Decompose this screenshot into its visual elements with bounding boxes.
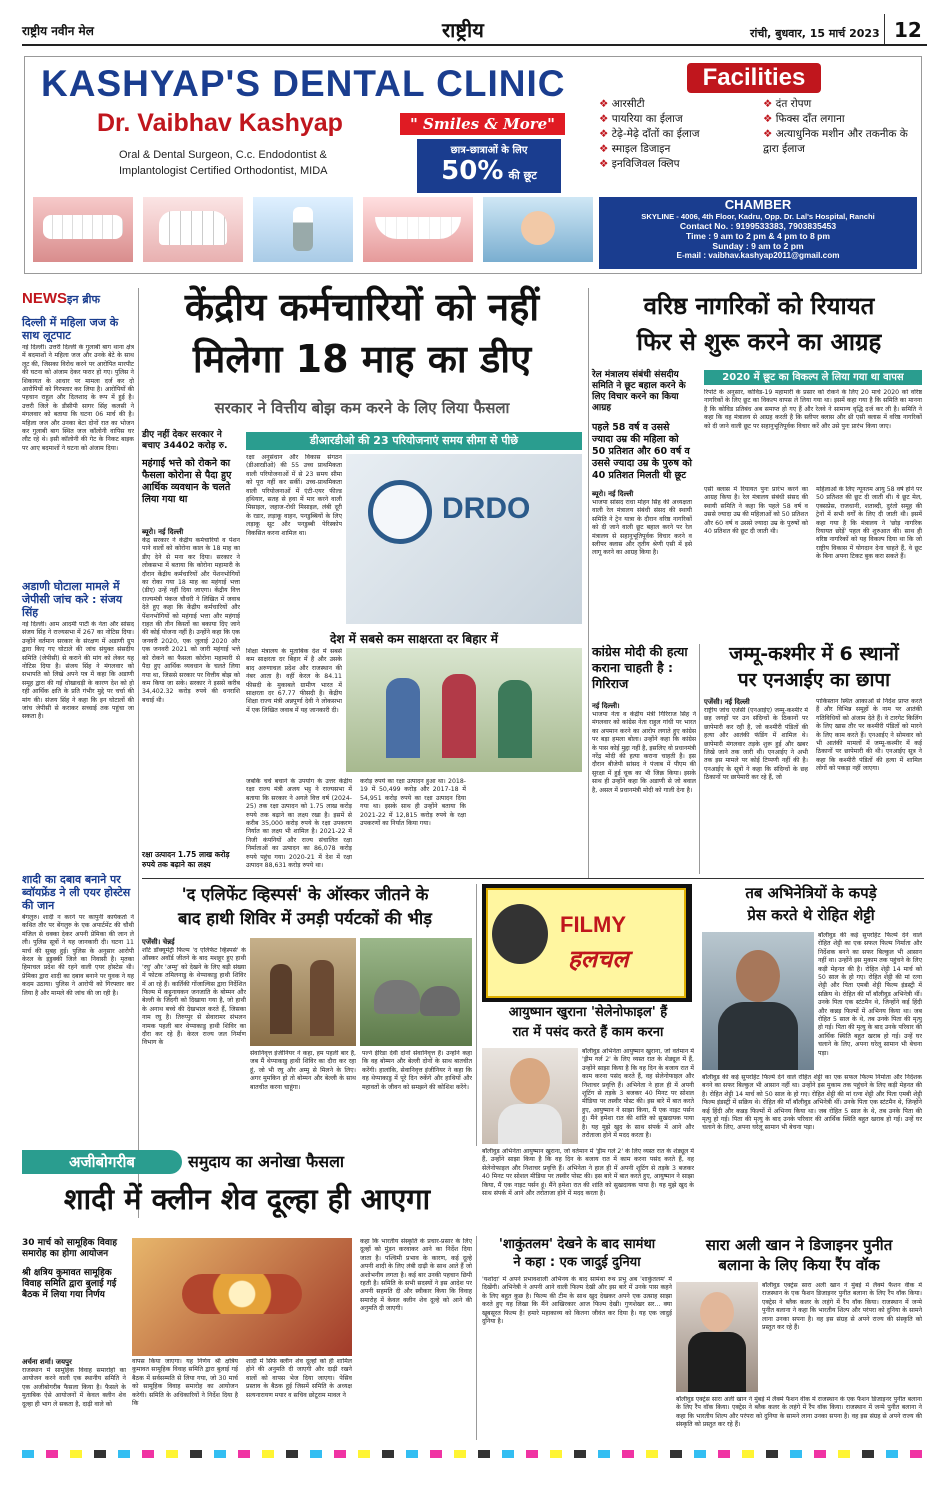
ajib-tag-row (22, 1150, 472, 1174)
ajib-highlight-2: श्री क्षत्रिय कुमावत सामूहिक विवाह समिति द्वारा बुलाई गई बैठक में लिया गया निर्णय (22, 1268, 117, 1300)
elephant-headline-2: बाद हाथी शिविर में उमड़ी पर्यटकों की भीड़ (178, 909, 432, 928)
ajib-highlight-1: 30 मार्च को सामूहिक विवाह समारोह का होगा आयोजन (22, 1238, 117, 1259)
dateline: रांची, बुधवार, 15 मार्च 2023 (750, 27, 880, 40)
congress-headline: कांग्रेस मोदी की हत्या कराना चाहती है : गिरिराज (592, 644, 688, 691)
smile-photo (363, 197, 473, 262)
offer-box (417, 139, 561, 193)
senior-highlight-2: पहले 58 वर्ष व उससे ज्यादा उम्र की महिला को 50 प्रतिशत और 60 वर्ष व उससे ज्यादा उम्र के पुरुष को 40 प्रतिशत मिलती थी छूट (592, 422, 693, 481)
filmy-logo (482, 884, 692, 1002)
implant-photo (253, 197, 353, 262)
teeth-photo-1 (33, 197, 133, 262)
facility-item: ❖ दंत रोपण (763, 98, 812, 110)
ajib-side (22, 1238, 126, 1301)
senior-side (592, 370, 692, 591)
senior-bar: 2020 में छूट का विकल्प ले लिया गया था वापस (704, 370, 922, 385)
elephant-dateline: एजेंसी। चेन्नई (142, 938, 175, 946)
column-divider (476, 884, 477, 1146)
chamber-box (599, 197, 917, 269)
rohit-headline-1: तब अभिनेत्रियों के कपड़े (745, 884, 877, 902)
film-camera-icon (492, 904, 548, 964)
senior-text-2: रिपोर्ट के अनुसार, कोविड-19 महामारी के प्रसार को रोकने के लिए 20 मार्च 2020 को वरिष्ठ नागरिकों के लिए छूट का विकल्प वापस ले लिया गया था। इसमें कहा गया है कि समिति का मानना है कि कोविड प्रतिबंध अब समाप्त हो गए हैं और रेलवे ने सामान्य वृद्धि दर्ज कर ली है। समिति ने कहा कि वह मंत्रालय से आग्रह करती है कि स्लीपर क्लास और थ्री एसी क्लास में वरिष्ठ नागरिकों को दी जाने वाली छूट पर सहानुभूतिपूर्वक विचार करें और उसे पुनः प्रारंभ किया जाए। (704, 389, 922, 430)
drdo-text: रक्षा अनुसंधान और विकास संगठन (डीआरडीओ) की 55 उच्च प्राथमिकता वाली परियोजनाओं में से 23 समय सीमा को पूरा नहीं कर सकीं। उच्च-प्राथमिकता वाली परियोजनाओं में एंटी-एयर फील्ड हथियार, सतह से हवा में मार करने वाली मिसाइल, जहाज-रोधी मिसाइल, लंबी दूरी के रडार, लड़ाकू वाहन, पनडुब्बियों के लिए लड़ाकू सूट और पनडुब्बी पेरिस्कोप विकसित करना शामिल था। (246, 454, 342, 537)
elephant-col-1 (142, 938, 246, 1143)
slogan: " Smiles & More" (400, 113, 565, 135)
lead-text: केंद्र सरकार ने केंद्रीय कर्मचारियों व पेंशन पाने वालों को कोरोना काल के 18 माह का डीए देने से मना कर दिया। सरकार ने लोकसभा में बताया कि कोरोना महामारी के दौरान केंद्रीय कर्मचारियों और पेंशनभोगियों का रोका गया 18 माह का महंगाई भत्ता (डीए) उन्हें नहीं दिया जाएगा। केंद्रीय वित्त राज्यमंत्री पंकज चौधरी ने लिखित में जवाब देते हुए कहा कि केंद्रीय कर्मचारियों और पेंशनभोगियों को महंगाई भत्ता और महंगाई राहत की तीन किस्तों का बकाया दिए जाने की कोई योजना नहीं है। उन्होंने कहा कि एक जनवरी 2020, एक जुलाई 2020 और एक जनवरी 2021 को जारी महंगाई भत्ते को रोकने का फैसला कोरोना महामारी से पैदा हुए आर्थिक व्यवधान के चलते लिया गया था, जिससे सरकार पर वित्तीय बोझ को कम किया जा सके। सरकार ने इससे करीब 34,402.32 करोड़ रुपये की धनराशि बचाई थी। (142, 537, 240, 704)
facilities-left (599, 97, 759, 172)
ayushmann-text-top: बॉलीवुड अभिनेता आयुष्मान खुराना, जो वर्तमान में 'ड्रीम गर्ल 2' के लिए व्यस्त रात के शेड्यूल में हैं, उन्होंने साझा किया है कि वह दिन के बजाय रात में काम करना पसंद करते हैं, वह सेलेनोफाइल और निशाचर प्रवृत्ति हैं। अभिनेता ने हाल ही में अपनी शूटिंग से तड़के 3 बजकर 40 मिनट पर सोशल मीडिया पर तस्वीर पोस्ट की। इस बारे में बात करते हुए, आयुष्मान ने साझा किया, मैं एक नाइट पर्सन हूं। मैंने हमेशा रात की शांति को सुखदायक पाया है। यह मुझे खुद के साथ संपर्क में आने और तरोताजा होने में मदद करता है। (582, 1048, 694, 1140)
ajib-tag: अजीबोगरीब (22, 1150, 182, 1174)
drdo-text-col (246, 454, 342, 624)
ayushmann-headline-1: आयुष्मान खुराना 'सेलेनोफाइल' हैं (508, 1005, 668, 1020)
chamber-time: Time : 9 am to 2 pm & 4 pm to 8 pm (685, 231, 831, 241)
senior-text-3: एसी क्लास में रियायत पुनः प्रारंभ करने का आग्रह किया है। रेल मंत्रालय संबंधी संसद की स्थायी समिति ने कहा कि पहले 58 वर्ष व उससे ज्यादा उम्र की महिलाओं को 50 प्रतिशत और 60 वर्ष व उससे ज्यादा उम्र के पुरुषों को 40 प्रतिशत की छूट दी जाती थी। (704, 486, 808, 536)
senior-dateline: ब्यूरो। नई दिल्ली (592, 490, 634, 498)
shakuntalam-text: 'यशोदा' में अपने प्रभावशाली अभिनय के बाद सामंथा रुथ प्रभु अब 'शाकुंतलम' में दिखेंगी। अभिनेत्री ने अपनी आने वाली फिल्म देखी और इस बारे में उनके पास कहने के लिए बहुत कुछ है। फिल्म की टीम के साथ खुद देखकर अपने एक उत्साह साझा करते हुए यह लिखा कि मैंने आखिरकार आज फिल्म देखी। गुणशेखर सर... क्या खूबसूरत फिल्म है! हमारे महाकाव्य को कितना जीवंत कर दिया है। यह एक जादुई दुनिया है। (482, 1276, 672, 1326)
filmy-logo-1: FILMY (560, 912, 626, 937)
elephant-camp-photo (360, 938, 472, 1046)
senior-highlight-1: रेल मंत्रालय संबंधी संसदीय समिति ने छूट बहाल करने के लिए विचार करने का किया आग्रह (592, 370, 686, 413)
lead-text-2: जबकि चर्च बचाने के उपयोग के उत्तर केंद्रीय रक्षा राज्य मंत्री अजय भट्ट ने राज्यसभा में बताया कि सरकार ने अगले वित्त वर्ष (2024-25) तक रक्षा उत्पादन को 1.75 लाख करोड़ रुपये तक बढ़ाने का लक्ष्य रखा है। इसमें से करीब 35,000 करोड़ रुपये के रक्षा उपकरण निर्यात का लक्ष्य भी शामिल है। 2021-22 में निजी कंपनियों और राज्य संचालित रक्षा निर्माताओं का उत्पादन का 86,078 करोड़ रुपये पहुंच गया। 2020-21 में देश में रक्षा उत्पादन 88,631 करोड़ रुपये था। (246, 778, 352, 870)
lead-subhead: सरकार ने वित्तीय बोझ कम करने के लिए लिया फैसला (214, 399, 510, 417)
facility-item: ❖ स्माइल डिजाइन (599, 143, 671, 155)
facility-item: ❖ अत्याधुनिक मशीन और तकनीक के द्वारा ईलाज (763, 128, 908, 155)
literacy-text: शिक्षा मंत्रालय के मुताबिक देश में सबसे कम साक्षरता दर बिहार में है और उसके बाद अरुणाचल प्रदेश और राजस्थान की नंबर आता है। वहीं केरल के 84.11 फीसदी के मुकाबले ग्रामीण भारत में साक्षरता दर 67.77 फीसदी है। केंद्रीय शिक्षा राज्य मंत्री अन्नपूर्णा देवी ने लोकसभा में एक लिखित जवाब में यह जानकारी दी। (246, 648, 342, 714)
dental-ad (24, 56, 922, 274)
lead-dateline: ब्यूरो। नई दिल्ली (142, 528, 184, 536)
sara-text: बॉलीवुड एक्ट्रेस सारा अली खान ने मुंबई में लैक्मे फैशन वीक में राजस्थान के एक फैशन डिजाइनर पुनीत बलाना के लिए रैंप वॉक किया। एक्ट्रेस ने ब्लैक कलर के लहंगे में रैंप वॉक किया। राजस्थान में जन्मे पुनीत बलाना ने कहा कि भारतीय शिल्प और परंपरा को दुनिया के सामने लाना उनका सपना है। वह इस संग्रह से अपने राज्य की संस्कृति को प्रस्तुत कर रहे हैं। (762, 1282, 922, 1332)
lead-col-1 (142, 528, 240, 853)
section-title: राष्ट्रीय (442, 18, 484, 42)
ajib-text-3: शादी में सिर्फ क्लीन शेव दूल्हों को ही शामिल होने की अनुमति दी जाएगी और दाढ़ी रखने वालों को वापस भेज दिया जाएगा। पेसिव प्रस्ताव के बैठक हुई जिसमें समिति के अध्यक्ष सत्यनारायण मयार व सचिव छोटूराम मावल ने (246, 1358, 352, 1399)
drdo-logo-photo (346, 454, 582, 624)
ayushmann-headline-2: रात में पसंद करते हैं काम करना (512, 1025, 664, 1040)
shakuntalam-headline-1: 'शाकुंतलम' देखने के बाद सामंथा (498, 1237, 656, 1252)
senior-headline-1: वरिष्ठ नागरिकों को रियायत (643, 292, 875, 320)
facility-item: ❖ इनविजिवल क्लिप (599, 158, 680, 170)
rohit-text-top: बॉलीवुड की कई सुपरहिट फिल्में देने वाले रोहित शेट्टी का एक सफल फिल्म निर्माता और निर्देशक बनने का सफर बिल्कुल भी आसान नहीं था। उन्होंने इस मुकाम तक पहुंचने के लिए कड़ी मेहनत की है। रोहित शेट्टी 14 मार्च को 50 साल के हो गए। रोहित शेट्टी की मां रत्ना शेट्टी और पिता एमबी शेट्टी फिल्म इंडस्ट्री में सक्रिय थे। रोहित की माँ बॉलीवुड अभिनेत्री थीं। उनके पिता एक स्टंटमैन थे, जिन्होंने कई हिंदी और कन्नड़ फिल्मों में अभिनय किया था। जब रोहित 5 साल के थे, तब उनके पिता की मृत्यु हो गई। पिता की मृत्यु के बाद उनके परिवार की आर्थिक स्थिति बहुत खराब हो गई। उन्हें घर चलाने के लिए, अपना घरेलू सामान भी बेचना पड़ा। (818, 932, 922, 1057)
facility-item: ❖ टेढ़े-मेढ़े दाँतों का ईलाज (599, 128, 700, 140)
facility-item: ❖ पायरिया का ईलाज (599, 113, 683, 125)
chamber-email: E-mail : vaibhav.kashyap2011@gmail.com (676, 251, 840, 260)
ajib-text-4: कहा कि भारतीय संस्कृति के प्रचार-प्रसार के लिए दूल्हों को मुंडन करवाकर आने का निर्देश दिया जाता है। पश्चिमी प्रभाव के कारण, कई दूल्हे अपनी शादी के लिए लंबी दाढ़ी के साथ आते हैं जो अशोभनीय लगता है। कई बार उनकी पहचान छिपी रहती है। समिति के सभी सदस्यों ने इस आदेश पर अपनी सहमति दी और स्वीकार किया कि विवाह समारोह में केवल क्लीन शेव दूल्हे को आने की अनुमति दी जाएगी। (360, 1238, 472, 1313)
elephant-text-1: शॉर्ट डॉक्यूमेंट्री फिल्म 'द एलिफेंट व्हिस्पर्स' के ऑस्कर अवॉर्ड जीतने के बाद मशहूर हुए हाथी 'रघु' और 'अम्मु' को देखने के लिए बड़ी संख्या में फोटक तमिलनाडु के थेप्पाकाडु हाथी शिविर में आ रहे हैं। कार्तिकी गोंजाल्विस द्वारा निर्देशित फिल्म में कट्टुनायकन जनजाति के बोम्मन और बेल्ली के जिंदगी को दिखाया गया है, जो हाथी के अनाथ बच्चे की देखभाल करते हैं, जिसका नाम रघु है। तिरुप्पुर से सेवारामर संभलन नामक पहली बार थेप्पाकाडु हाथी शिविर का दौरा कर रहे हैं। केरल राज्य जल निर्माण विभाग के (142, 947, 246, 1047)
chamber-contact: Contact No. : 9199533383, 7903835453 (679, 221, 837, 231)
jk-text-1: राष्ट्रीय जांच एजेंसी (एनआईए) जम्मू-कश्मीर में छह जगहों पर उन संदिग्धों के ठिकानों पर छापेमारी कर रही है, जो कश्मीरी पंडितों की हत्या और आतंकी फंडिंग में शामिल थे। छापेमारी मंगलवार तड़के शुरू हुई और खबर लिखे जाने तक जारी थी। एनआईए ने अभी तक इस मामले पर कोई टिप्पणी नहीं की है। एनआईए के सूत्रों ने कहा कि संदिग्धों के छह ठिकानों पर छापेमारी कर रहे हैं, जो (704, 707, 808, 782)
jk-headline-2: पर एनआईए का छापा (737, 669, 891, 691)
ayushmann-text: बॉलीवुड अभिनेता आयुष्मान खुराना, जो वर्तमान में 'ड्रीम गर्ल 2' के लिए व्यस्त रात के शेड्यूल में हैं, उन्होंने साझा किया है कि वह दिन के बजाय रात में काम करना पसंद करते हैं, वह सेलेनोफाइल और निशाचर प्रवृत्ति हैं। अभिनेता ने हाल ही में अपनी शूटिंग से तड़के 3 बजकर 40 मिनट पर सोशल मीडिया पर तस्वीर पोस्ट की। इस बारे में बात करते हुए, आयुष्मान ने साझा किया, मैं एक नाइट पर्सन हूं। मैंने हमेशा रात की शांति को सुखदायक पाया है। यह मुझे खुद के साथ संपर्क में आने और तरोताजा होने में मदद करता है। (482, 1148, 694, 1198)
jk-dateline: एजेंसी। नई दिल्ली (704, 698, 750, 706)
section-rule (142, 878, 924, 879)
elephant-text-2: सेवानिवृत्त इंजीनियर ने कहा, हम पहली बार है, जब मैं थेप्पाकाडु हाथी शिविर का दौरा कर रहा हूं, जो भी रघु और अम्मु से मिलने के लिए। अगर मुमकिन हो तो बोम्मन और बेल्ली के साथ बातचीत करना चाहूंगा। (250, 1050, 356, 1091)
drdo-logo-text: DRDO (442, 492, 531, 525)
ajib-text-1: राजस्थान में सामूहिक विवाह समारोहों का आयोजन करने वाली एक स्थानीय समिति ने एक अजीबोगरीब फैसला किया है। फैसले के मुताबिक ऐसे आयोजनों में केवल क्लीन शेव दूल्हा ही भाग ले सकता है, दाढ़ी वाले को (22, 1367, 126, 1408)
senior-text-1: भाजपा सांसद राधा मोहन सिंह की अध्यक्षता वाली रेल मंत्रालय संबंधी संसद की स्थायी समिति ने ट्रेन यात्रा के दौरान वरिष्ठ नागरिकों को दी जाने वाली छूट बहाल करने पर रेल मंत्रालय से सहानुभूतिपूर्वक विचार करने व स्लीपर क्लास और तृतीय श्रेणी एसी में इसे लागू करने का आग्रह किया है। (592, 499, 692, 557)
brief-text: नई दिल्ली। उत्तरी दिल्ली के गुलाबी बाग थाना क्षेत्र में बदमाशों ने महिला जज और उनके बेटे के साथ लूट की, जिसका विरोध करने पर आरोपित मारपीट की घटना को अंजाम देकर फरार हो गए। पुलिस ने शिकायत के आधार पर मामला दर्ज कर दो आरोपियों को गिरफ्तार कर लिया है। आरोपियों की पहचान राहुल और दिलशाद के रूप में हुई है। उत्तरी जिले के डीसीपी सागर सिंह कलसी ने मंगलवार को बताया कि घटना 06 मार्च की है। महिला जज और उनका बेटा दोनों रात का भोजन कर गुलाबी बाग स्थित जज कॉलोनी वापिस घर लौट रहे थे। इसी कॉलोनी की गेट के निकट बाइक पर आए बदमाशों ने घटना को अंजाम दिया। (22, 344, 134, 452)
offer-suffix: की छूट (508, 169, 537, 182)
offer-pct: 50% (441, 156, 504, 186)
offer-line: छात्र-छात्राओं के लिए (450, 145, 528, 156)
teeth-photo-2 (143, 197, 243, 262)
facilities-title: Facilities (687, 63, 821, 93)
masthead (22, 10, 927, 46)
rohit-text: बॉलीवुड की कई सुपरहिट फिल्में देने वाले रोहित शेट्टी का एक सफल फिल्म निर्माता और निर्देशक बनने का सफर बिल्कुल भी आसान नहीं था। उन्होंने इस मुकाम तक पहुंचने के लिए कड़ी मेहनत की है। रोहित शेट्टी 14 मार्च को 50 साल के हो गए। रोहित शेट्टी की मां रत्ना शेट्टी और पिता एमबी शेट्टी फिल्म इंडस्ट्री में सक्रिय थे। रोहित की माँ बॉलीवुड अभिनेत्री थीं। उनके पिता एक स्टंटमैन थे, जिन्होंने कई हिंदी और कन्नड़ फिल्मों में अभिनय किया था। जब रोहित 5 साल के थे, तब उनके पिता की मृत्यु हो गई। पिता की मृत्यु के बाद उनके परिवार की आर्थिक स्थिति बहुत खराब हो गई। उन्हें घर चलाने के लिए, अपना घरेलू सामान भी बेचना पड़ा। (702, 1074, 922, 1132)
chamber-title: CHAMBER (724, 197, 792, 212)
filmy-logo-2: हलचल (568, 945, 629, 973)
brief-headline: शादी का दबाव बनाने पर ब्वॉयफ्रेंड ने ली एयर होस्टेस की जान (22, 873, 131, 912)
literacy-headline: देश में सबसे कम साक्षरता दर बिहार में (330, 632, 498, 646)
column-divider (588, 288, 589, 878)
ajib-text-2: वापस किया जाएगा। यह निर्णय श्री क्षत्रिय कुमावत सामूहिक विवाह समिति द्वारा बुलाई गई बैठक में सर्वसम्मति से लिया गया, जो 30 मार्च को सामूहिक विवाह समारोह का आयोजन करेगी। समिति के अधिकारियों ने निर्देश दिया है कि (132, 1358, 238, 1408)
dentist-photo (483, 197, 593, 262)
elephant-whisperers-photo (250, 938, 356, 1046)
lead-side-highlights (142, 430, 240, 506)
news-brief-label: NEWSइन ब्रीफ (22, 290, 100, 307)
rohit-headline-2: प्रेस करते थे रोहित शेट्टी (747, 906, 875, 924)
brief-headline: दिल्ली में महिला जज के साथ लूटपाट (22, 316, 119, 342)
print-color-strip (22, 1448, 924, 1460)
wedding-photo (132, 1238, 352, 1356)
elephant-text-3: पल्ने ईरिडा देवी दोनों सेवानिवृत्त हैं। उन्होंने कहा कि वह बोम्मन और बेल्ली दोनों के साथ बातचीत करेंगी। हालांकि, सेवानिवृत्त इंजीनियर ने कहा कि वह थेप्पाकाडु में पूरे दिन रुकेंगे और हाथियों और महावतों के जीवन को समझने की कोशिश करेंगे। (362, 1050, 472, 1091)
clinic-name: KASHYAP'S DENTAL CLINIC (41, 63, 566, 104)
facility-item: ❖ आरसीटी (599, 98, 645, 110)
lead-bottom-cols (246, 778, 582, 888)
ayushmann-photo (482, 1048, 578, 1144)
drdo-emblem-icon (368, 480, 432, 544)
sara-photo (676, 1282, 758, 1392)
column-divider (476, 1236, 477, 1440)
facility-item: ❖ फिक्स दाँत लगाना (763, 113, 845, 125)
literacy-text-col (246, 648, 342, 772)
jk-text-2: पाकिस्तान स्थित आकाओं से निर्देश प्राप्त करते हैं और विभिन्न समूहों के नाम पर आतंकी गतिविधियों को अंजाम देते हैं। वे टारगेट किलिंग के लिए खास तौर पर कश्मीरी पंडितों को मारने के लिए काम करते हैं। एनआईए ने सोमवार को भी आतंकी मामलों में जम्मू-कश्मीर में कई ठिकानों पर छापेमारी की थी। एनआईए सूत्र ने कहा कि कश्मीरी पंडितों की हत्या में शामिल लोगों को पकड़ा नहीं जाएगा। (816, 698, 922, 773)
brief-text: बेंगलुरु। शादी न करने पर कापुनी कार्यकर्ता ने कथित तौर पर बेंगलुरु के एक अपार्टमेंट की चौथी मंजिल से धक्का देकर अपनी प्रेमिका की जान ले ली। पुलिस सूत्रों ने यह जानकारी दी। घटना 11 मार्च की सुबह हुई। पुलिस के अनुसार आरोपी केरल के इडुक्की जिले का निवासी है। मृतका हिमाचल प्रदेश की रहने वाली एयर होस्टेस थी। प्रेमिका द्वारा शादी का दबाव बनाने पर युवक ने यह कदम उठाया। पुलिस ने आरोपी को गिरफ्तार कर लिया है और मामले की जांच की जा रही है। (22, 914, 134, 997)
rohit-photo (702, 932, 814, 1070)
congress-dateline: नई दिल्ली। (592, 702, 620, 710)
qualification-1: Oral & Dental Surgeon, C.c. Endodontist & (119, 149, 327, 161)
ajib-headline: शादी में क्लीन शेव दूल्हा ही आएगा (63, 1182, 431, 1216)
senior-headline-2: फिर से शुरू करने का आग्रह (636, 328, 882, 356)
doctor-name: Dr. Vaibhav Kashyap (97, 109, 343, 137)
sara-text-bottom: बॉलीवुड एक्ट्रेस सारा अली खान ने मुंबई में लैक्मे फैशन वीक में राजस्थान के एक फैशन डिजाइनर पुनीत बलाना के लिए रैंप वॉक किया। एक्ट्रेस ने ब्लैक कलर के लहंगे में रैंप वॉक किया। राजस्थान में जन्मे पुनीत बलाना ने कहा कि भारतीय शिल्प और परंपरा को दुनिया के सामने लाना उनका सपना है। वह इस संग्रह से अपने राज्य की संस्कृति को प्रस्तुत कर रहे हैं। (676, 1396, 922, 1429)
brief-text: नई दिल्ली। आम आदमी पार्टी के नेता और सांसद संजय सिंह ने राज्यसभा में 267 का नोटिस दिया। उन्होंने वर्तमान सरकार के संरक्षण में अडाणी ग्रुप द्वारा किए गए घोटाले की जांच संयुक्त संसदीय समिति (जेपीसी) से कराने की मांग को लेकर यह नोटिस दिया है। संजय सिंह ने मंगलवार को सभापति को लिखे अपने पत्र में कहा कि अडाणी समूह द्वारा की गई धोखाधड़ी के कारण देश को हो रही आर्थिक क्षति के प्रति गंभीर मुद्दे पर चर्चा की मांग की। संजय सिंह ने कहा कि इन घोटालों की जांच जेपीसी से कराकर सच्चाई तक पहुंचा जा सकता है। (22, 621, 134, 721)
ajib-col-1 (22, 1358, 126, 1439)
facilities-right (763, 97, 919, 157)
lead-highlight-1: डीए नहीं देकर सरकार ने बचाए 34402 करोड़ रु. (142, 430, 228, 451)
ajib-dateline: अर्चना शर्मा। जयपुर (22, 1358, 72, 1366)
lead-headline-1: केंद्रीय कर्मचारियों को नहीं (184, 285, 540, 329)
column-divider (138, 288, 139, 1218)
page-number: 12 (894, 18, 922, 42)
brief-headline: अडाणी घोटाला मामले में जेपीसी जांच करे : संजय सिंह (22, 580, 123, 619)
lead-text-2b: करोड़ रुपये का रक्षा उत्पादन हुआ था। 2018-19 में 50,499 करोड़ और 2017-18 में 54,951 करोड़ रुपये का रक्षा उत्पादन दिया गया था। इसके साथ ही उन्होंने बताया कि 2021-22 में 12,815 करोड़ रुपये के रक्षा उपकरणों का निर्यात किया गया। (360, 778, 466, 828)
sara-headline-1: सारा अली खान ने डिजाइनर पुनीत (705, 1236, 893, 1254)
elephant-headline-1: 'द एलिफेंट व्हिस्पर्स' के ऑस्कर जीतने के (181, 885, 429, 904)
qualification-2: Implantologist Certified Orthodontist, MIDA (119, 165, 328, 177)
drdo-bar: डीआरडीओ की 23 परियोजनाएं समय सीमा से पीछे (246, 432, 582, 450)
students-photo (346, 648, 582, 772)
ajib-tag-suffix: समुदाय का अनोखा फैसला (188, 1152, 345, 1171)
senior-text-4: महिलाओं के लिए न्यूनतम आयु 58 वर्ष होने पर 50 प्रतिशत की छूट दी जाती थी। ये छूट मेल, एक्सप्रेस, राजधानी, शताब्दी, दुरंतो समूह की ट्रेनों में सभी वर्गों के लिए दी जाती थी। इसमें कहा गया है कि मंत्रालय ने 'छोड़ नागरिक रियायत छोड़ें' पहल की शुरुआत की। साथ ही वरिष्ठ नागरिकों को यह विकल्प दिया था कि जो राष्ट्रीय विकास में योगदान देना चाहते हैं, वे छूट के बिना अपना टिकट बुक करा सकते हैं। (816, 486, 922, 561)
masthead-rule (22, 44, 927, 46)
chamber-sunday: Sunday : 9 am to 2 pm (712, 241, 804, 251)
jk-col-1 (704, 698, 808, 871)
divider (884, 14, 885, 44)
jk-headline-1: जम्मू-कश्मीर में 6 स्थानों (729, 643, 899, 665)
lead-highlight-3: रक्षा उत्पादन 1.75 लाख करोड़ रुपये तक बढ़ाने का लक्ष्य (142, 850, 230, 869)
paper-name: राष्ट्रीय नवीन मेल (22, 24, 94, 38)
shakuntalam-headline-2: ने कहा : एक जादुई दुनिया (513, 1255, 641, 1270)
congress-col (592, 702, 696, 871)
congress-text: भाजपा नेता व केंद्रीय मंत्री गिरिराज सिंह ने मंगलवार को कांग्रेस नेता राहुल गांधी पर भारत का अपमान करने का आरोप लगाते हुए कांग्रेस पर बड़ा हमला बोला। उन्होंने कहा कि कांग्रेस के पास कोई मुद्दा नहीं है, इसलिए वो प्रधानमंत्री नरेंद्र मोदी की हत्या कराना चाहती है। इस दौरान बीजेपी सांसद ने पंजाब में पीएम की सुरक्षा में हुई चूक का भी जिक्र किया। इसके साथ ही उन्होंने कहा कि अडाणी से जो बवाल है, असल में प्रधानमंत्री मोदी को गाली देना है। (592, 711, 696, 794)
lead-highlight-2: महंगाई भत्ते को रोकने का फैसला कोरोना से पैदा हुए आर्थिक व्यवधान के चलते लिया गया था (142, 458, 232, 505)
lead-headline-2: मिलेगा 18 माह का डीए (192, 337, 532, 381)
sara-headline-2: बलाना के लिए किया रैंप वॉक (718, 1256, 880, 1274)
column-divider (699, 644, 700, 874)
chamber-address: SKYLINE - 4006, 4th Floor, Kadru, Opp. Dr. Lal's Hospital, Ranchi (641, 212, 875, 221)
